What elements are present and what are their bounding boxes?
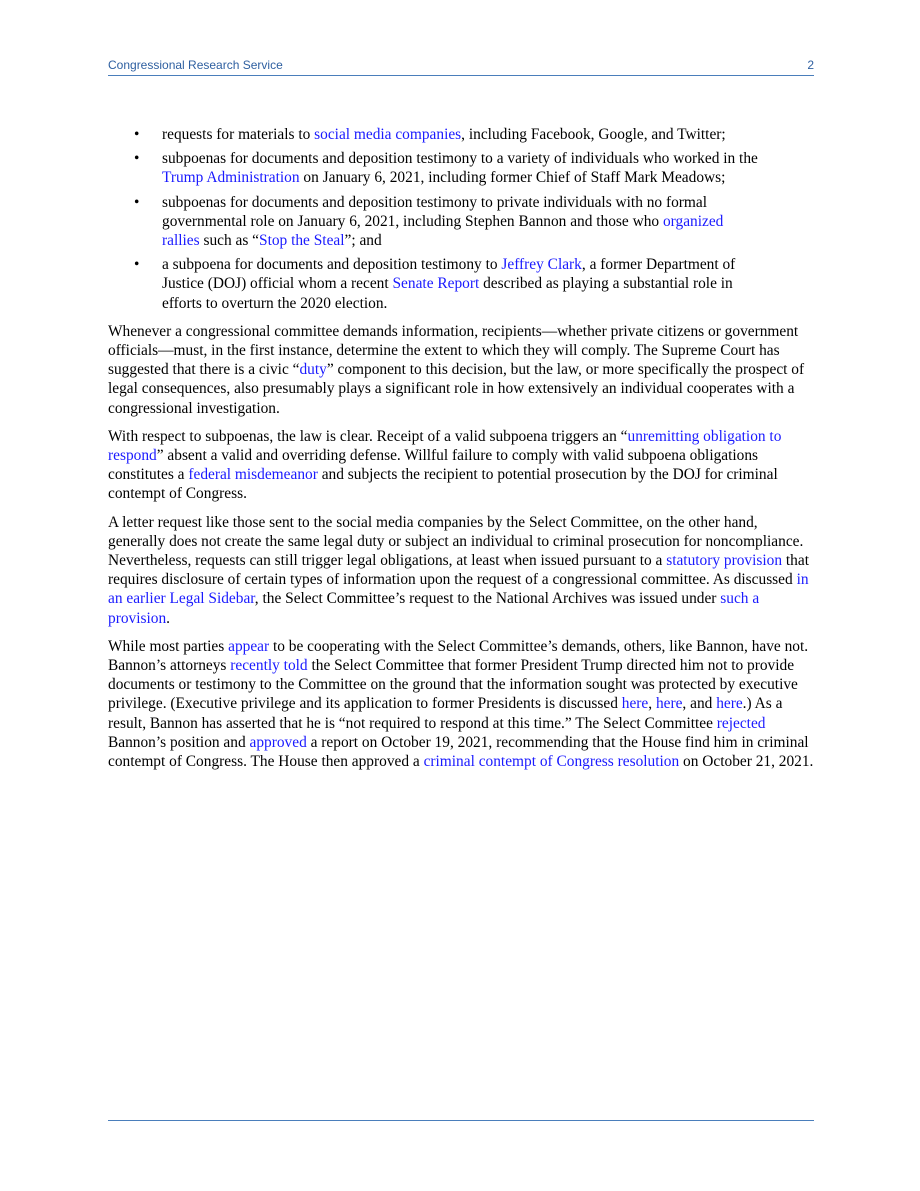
text-run: , a former Department of Justice (DOJ) official whom a recent bbox=[162, 256, 736, 293]
text-run: . bbox=[166, 609, 171, 627]
text-run: Bannon’s position and bbox=[108, 733, 250, 751]
footer-rule bbox=[108, 1120, 814, 1121]
bullet-icon: • bbox=[134, 150, 140, 168]
text-run: such as “ bbox=[199, 232, 260, 250]
text-run: With respect to subpoenas, the law is clear. Receipt of a valid subpoena triggers an “ bbox=[108, 427, 628, 445]
hyperlink[interactable]: here bbox=[716, 695, 743, 713]
text-run: requests for materials to bbox=[162, 126, 315, 143]
text-run: on January 6, 2021, including former Chief of Staff Mark Meadows; bbox=[299, 169, 726, 187]
text-run: , including Facebook, Google, and Twitter; bbox=[461, 126, 726, 143]
bullet-text bbox=[162, 126, 726, 143]
paragraph-civic-duty bbox=[108, 322, 818, 418]
hyperlink[interactable]: in an earlier Legal Sidebar bbox=[108, 571, 809, 608]
text-run: a subpoena for documents and deposition testimony to bbox=[162, 256, 502, 274]
text-run: ” absent a valid and overriding defense. Willful failure to comply with valid subpoena obligations constitutes a bbox=[108, 447, 759, 484]
bullet-icon: • bbox=[134, 193, 140, 211]
hyperlink[interactable]: Trump Administration bbox=[162, 169, 300, 187]
hyperlink[interactable]: rejected bbox=[716, 714, 766, 732]
bullet-text bbox=[162, 256, 735, 311]
text-run: that requires disclosure of certain types of information upon the request of a congressional committee. As discussed bbox=[108, 552, 809, 589]
page-number: 2 bbox=[807, 58, 814, 72]
text-run: While most parties bbox=[108, 637, 229, 655]
bullet-text bbox=[162, 194, 723, 249]
text-run: described as playing a substantial role in efforts to overturn the 2020 election. bbox=[162, 275, 733, 312]
text-run: ” component to this decision, but the law, or more specifically the prospect of legal consequences, also presumably plays a significant role in how extensively an individual cooperates with a congressional investigation. bbox=[108, 361, 805, 417]
hyperlink[interactable]: here bbox=[621, 695, 649, 713]
hyperlink[interactable]: statutory provision bbox=[666, 552, 783, 570]
hyperlink[interactable]: recently told bbox=[230, 657, 308, 675]
text-run: a report on October 19, 2021, recommending that the House find him in criminal contempt of Congress. The House then approved a bbox=[108, 733, 809, 771]
text-run: , bbox=[648, 695, 656, 713]
hyperlink[interactable]: federal misdemeanor bbox=[188, 466, 318, 484]
hyperlink[interactable]: appear bbox=[228, 637, 270, 655]
hyperlink[interactable]: Jeffrey Clark bbox=[501, 256, 582, 274]
bullet-item bbox=[108, 255, 762, 313]
hyperlink[interactable]: Stop the Steal bbox=[259, 232, 345, 250]
document-body bbox=[108, 125, 818, 780]
text-run: , and bbox=[682, 695, 717, 713]
bullet-item bbox=[108, 193, 762, 251]
paragraph-letter-requests bbox=[108, 513, 818, 628]
hyperlink[interactable]: Senate Report bbox=[392, 275, 480, 293]
text-run: subpoenas for documents and deposition testimony to private individuals with no formal governmental role on January 6, 2021, including Stephen Bannon and those who bbox=[162, 193, 707, 230]
paragraph-bannon bbox=[108, 637, 818, 771]
paragraph-subpoenas bbox=[108, 427, 818, 504]
bullet-icon: • bbox=[134, 126, 140, 143]
text-run: Whenever a congressional committee demands information, recipients—whether private citizens or government officials—must, in the first instance, determine the extent to which they will comply. The Supreme Court has suggested that there is a civic “ bbox=[108, 322, 799, 379]
header-source: Congressional Research Service bbox=[108, 58, 283, 72]
text-run: to be cooperating with the Select Committee’s demands, others, like Bannon, have not. Bannon’s attorneys bbox=[108, 637, 809, 675]
hyperlink[interactable]: here bbox=[655, 695, 683, 713]
text-run: subpoenas for documents and deposition testimony to a variety of individuals who worked in the bbox=[162, 150, 758, 168]
bullet-icon: • bbox=[134, 256, 140, 274]
page-header bbox=[108, 58, 814, 76]
bullet-list bbox=[108, 125, 818, 313]
text-run: ”; and bbox=[344, 232, 382, 250]
text-run: and subjects the recipient to potential prosecution by the DOJ for criminal contempt of Congress. bbox=[108, 466, 778, 503]
text-run: A letter request like those sent to the social media companies by the Select Committee, on the other hand, generally does not create the same legal duty or subject an individual to criminal prosecution for noncompliance. Nevertheless, requests can still trigger legal obligations, at least when issued pursuant to a bbox=[108, 513, 804, 570]
hyperlink[interactable]: duty bbox=[299, 361, 327, 379]
hyperlink[interactable]: organized rallies bbox=[162, 212, 724, 250]
hyperlink[interactable]: approved bbox=[249, 733, 307, 751]
hyperlink[interactable]: such a provision bbox=[108, 590, 760, 627]
text-run: on October 21, 2021. bbox=[679, 753, 814, 771]
bullet-item bbox=[108, 125, 762, 144]
text-run: the Select Committee that former President Trump directed him not to provide documents or testimony to the Committee on the ground that the information sought was protected by executive privilege. (Executive privilege and its application to former Presidents is discussed bbox=[108, 657, 798, 713]
hyperlink[interactable]: criminal contempt of Congress resolution bbox=[423, 753, 680, 771]
bullet-item bbox=[108, 149, 762, 187]
hyperlink[interactable]: social media companies bbox=[314, 126, 462, 143]
hyperlink[interactable]: unremitting obligation to respond bbox=[108, 427, 782, 465]
text-run: .) As a result, Bannon has asserted that he is “not required to respond at this time.” The Select Committee bbox=[108, 695, 783, 732]
bullet-text bbox=[162, 150, 758, 186]
text-run: , the Select Committee’s request to the National Archives was issued under bbox=[254, 590, 721, 608]
